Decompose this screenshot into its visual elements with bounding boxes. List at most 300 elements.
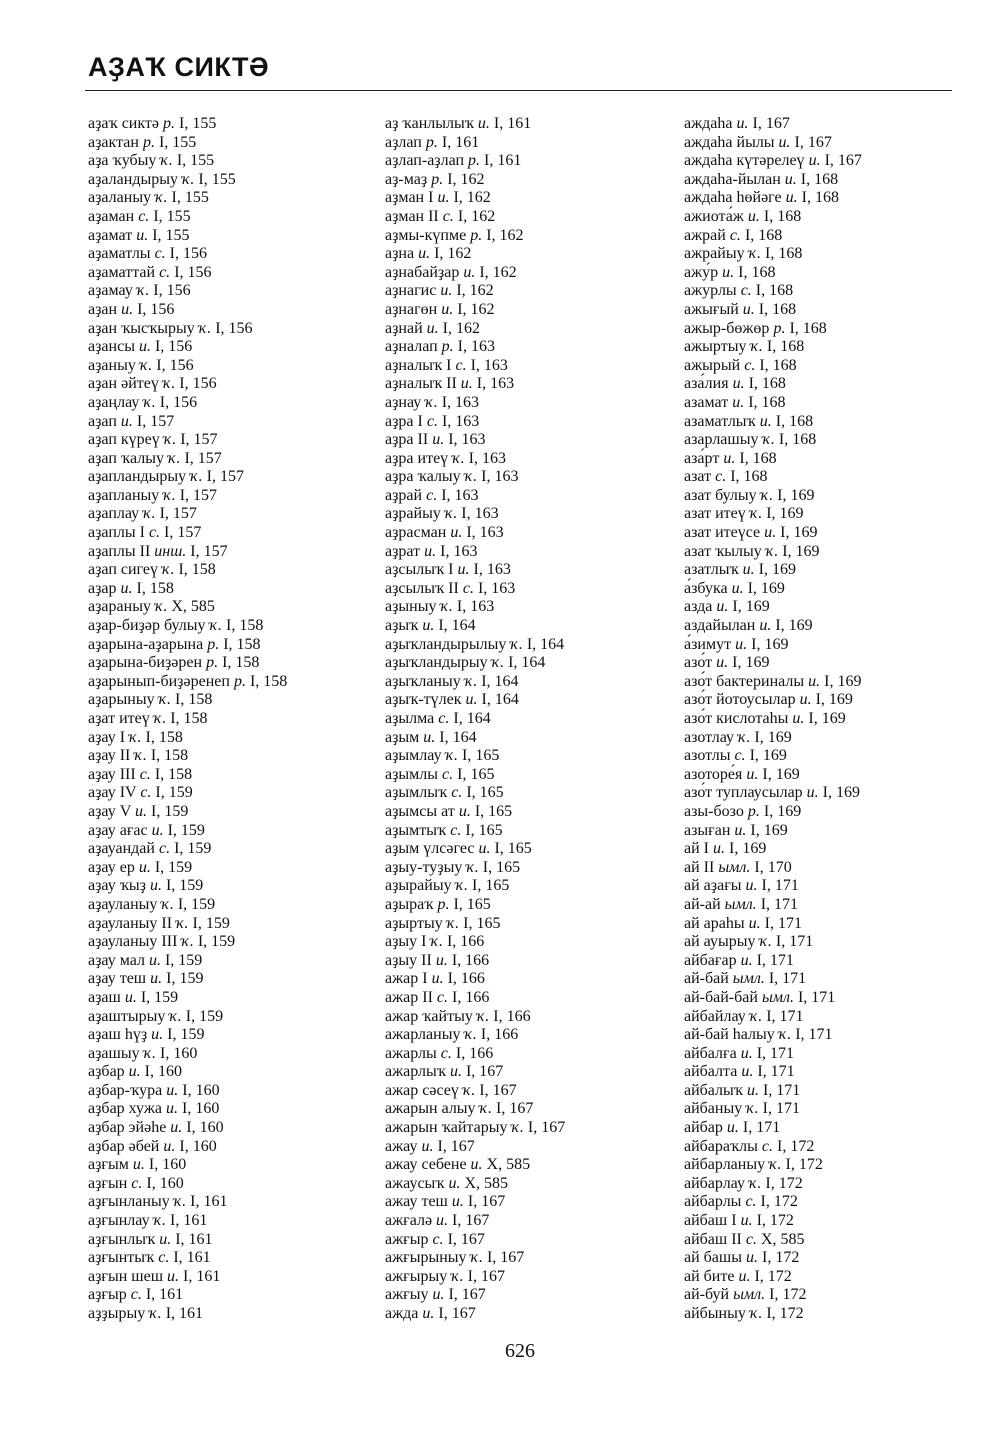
index-entry bbox=[88, 115, 287, 134]
index-entry bbox=[385, 1175, 565, 1194]
headword: ажырый bbox=[684, 356, 741, 374]
volume-page-ref: I, 156 bbox=[156, 356, 194, 374]
index-entry bbox=[684, 468, 862, 487]
index-entry bbox=[684, 189, 862, 208]
index-entry bbox=[88, 189, 287, 208]
volume-page-ref: I, 172 bbox=[777, 1137, 815, 1155]
part-of-speech: ҡ. bbox=[464, 672, 478, 690]
part-of-speech: с. bbox=[761, 1137, 774, 1155]
headword: азат итеүсе bbox=[684, 524, 761, 542]
index-entry bbox=[684, 654, 862, 673]
headword: аҙҙырыу bbox=[88, 1305, 146, 1322]
part-of-speech: и. bbox=[740, 1212, 753, 1230]
part-of-speech: и. bbox=[745, 877, 758, 895]
index-entry bbox=[684, 915, 862, 934]
index-entry bbox=[88, 543, 287, 562]
volume-page-ref: I, 155 bbox=[176, 152, 215, 170]
volume-page-ref: I, 172 bbox=[785, 1156, 823, 1174]
headword: аҙау теш bbox=[88, 970, 147, 988]
volume-page-ref: I, 163 bbox=[468, 449, 506, 467]
part-of-speech: и. bbox=[422, 1305, 435, 1322]
part-of-speech: ҡ. bbox=[746, 1100, 759, 1118]
part-of-speech: ҡ. bbox=[162, 561, 175, 579]
volume-page-ref: I, 171 bbox=[762, 1100, 800, 1118]
volume-page-ref: I, 167 bbox=[794, 133, 832, 151]
volume-page-ref: I, 171 bbox=[756, 951, 794, 969]
part-of-speech: ҡ. bbox=[190, 468, 203, 486]
headword: аҙап bbox=[88, 412, 117, 430]
part-of-speech: ҡ. bbox=[136, 282, 150, 300]
index-entry bbox=[385, 134, 565, 153]
headword: айбыныу bbox=[684, 1305, 746, 1322]
index-entry bbox=[684, 1008, 862, 1027]
index-entry bbox=[684, 338, 862, 357]
part-of-speech: и. bbox=[437, 189, 450, 207]
part-of-speech: и. bbox=[421, 1137, 434, 1155]
volume-page-ref: I, 157 bbox=[190, 542, 228, 560]
headword: аҙарынып-биҙәренеп bbox=[88, 672, 230, 690]
volume-page-ref: I, 160 bbox=[146, 1174, 184, 1192]
part-of-speech: и. bbox=[746, 765, 759, 783]
index-entry bbox=[88, 431, 287, 450]
index-entry bbox=[684, 691, 862, 710]
part-of-speech: ҡ. bbox=[749, 505, 763, 523]
index-entry bbox=[684, 803, 862, 822]
headword: а́зимут bbox=[684, 635, 732, 653]
volume-page-ref: I, 171 bbox=[764, 914, 802, 932]
index-entry bbox=[385, 1268, 565, 1287]
index-entry bbox=[385, 877, 565, 896]
headword: аҙаҡ сиктә bbox=[88, 115, 160, 132]
index-entry bbox=[684, 1045, 862, 1064]
part-of-speech: и. bbox=[742, 300, 755, 318]
headword: азатлыҡ bbox=[684, 561, 739, 579]
headword: ажғырыныу bbox=[385, 1249, 467, 1267]
part-of-speech: ымл. bbox=[733, 1286, 766, 1304]
part-of-speech: ҡ. bbox=[762, 431, 775, 449]
headword: ажар ҡайтыу bbox=[385, 1007, 473, 1025]
headword: аҙыраҡ bbox=[385, 895, 434, 913]
index-entry bbox=[385, 598, 565, 617]
part-of-speech: и. bbox=[136, 226, 149, 244]
volume-page-ref: I, 163 bbox=[441, 486, 479, 504]
index-entry bbox=[385, 413, 565, 432]
index-entry bbox=[385, 580, 565, 599]
volume-page-ref: I, 155 bbox=[198, 170, 236, 188]
index-entry bbox=[684, 1119, 862, 1138]
part-of-speech: р. bbox=[163, 115, 176, 132]
volume-page-ref: I, 156 bbox=[215, 319, 253, 337]
headword: аҙ ҡанлылыҡ bbox=[385, 115, 474, 132]
volume-page-ref: I, 169 bbox=[815, 691, 853, 709]
volume-page-ref: I, 159 bbox=[166, 970, 204, 988]
volume-page-ref: I, 158 bbox=[225, 617, 264, 635]
headword: аҙсылыҡ I bbox=[385, 561, 454, 579]
volume-page-ref: I, 162 bbox=[442, 319, 480, 337]
headword: аҙап күреү bbox=[88, 431, 160, 449]
volume-page-ref: I, 168 bbox=[801, 189, 839, 207]
headword: аҙман I bbox=[385, 189, 434, 207]
part-of-speech: с. bbox=[729, 226, 741, 244]
part-of-speech: и. bbox=[742, 561, 755, 579]
index-entry bbox=[385, 375, 565, 394]
part-of-speech: ҡ. bbox=[143, 393, 156, 411]
volume-page-ref: I, 169 bbox=[732, 598, 770, 616]
index-entry bbox=[684, 1212, 862, 1231]
part-of-speech: и. bbox=[167, 1267, 180, 1285]
index-column-1 bbox=[88, 115, 287, 1324]
index-entry bbox=[88, 301, 287, 320]
index-entry bbox=[88, 320, 287, 339]
headword: ажғыр bbox=[385, 1230, 429, 1248]
headword: аҙау V bbox=[88, 802, 131, 820]
headword: аҙмы-күпме bbox=[385, 226, 467, 244]
headword: аҙау ер bbox=[88, 858, 135, 876]
part-of-speech: с. bbox=[745, 1230, 757, 1248]
volume-page-ref: I, 158 bbox=[222, 654, 260, 672]
headword: аҙашыу bbox=[88, 1044, 140, 1062]
volume-page-ref: X, 585 bbox=[761, 1230, 805, 1248]
headword: аза́лия bbox=[684, 375, 729, 393]
volume-page-ref: I, 156 bbox=[154, 338, 193, 356]
volume-page-ref: I, 172 bbox=[760, 1193, 798, 1211]
volume-page-ref: I, 159 bbox=[154, 858, 193, 876]
part-of-speech: с. bbox=[462, 579, 474, 597]
index-entry bbox=[684, 171, 862, 190]
volume-page-ref: I, 168 bbox=[755, 282, 794, 300]
volume-page-ref: I, 164 bbox=[453, 710, 491, 727]
volume-page-ref: I, 160 bbox=[144, 1063, 182, 1081]
volume-page-ref: I, 163 bbox=[441, 393, 480, 411]
headword: аҙнагөн bbox=[385, 300, 438, 318]
index-entry bbox=[684, 896, 862, 915]
volume-page-ref: I, 169 bbox=[732, 654, 770, 672]
index-entry bbox=[684, 1231, 862, 1250]
volume-page-ref: I, 172 bbox=[756, 1212, 794, 1230]
volume-page-ref: I, 168 bbox=[763, 207, 802, 225]
volume-page-ref: X, 585 bbox=[464, 1174, 509, 1192]
index-entry bbox=[385, 617, 565, 636]
volume-page-ref: I, 159 bbox=[140, 988, 179, 1006]
headword: аҙналап bbox=[385, 338, 438, 356]
header-rule bbox=[85, 90, 952, 91]
headword: аҙғын bbox=[88, 1174, 128, 1192]
index-entry bbox=[88, 413, 287, 432]
index-entry bbox=[88, 357, 287, 376]
index-entry bbox=[385, 952, 565, 971]
part-of-speech: ҡ. bbox=[149, 1305, 162, 1322]
volume-page-ref: I, 163 bbox=[476, 375, 515, 393]
volume-page-ref: I, 162 bbox=[456, 282, 494, 300]
part-of-speech: и. bbox=[732, 393, 745, 411]
volume-page-ref: I, 162 bbox=[457, 300, 495, 318]
part-of-speech: и. bbox=[120, 412, 133, 430]
part-of-speech: и. bbox=[747, 207, 760, 225]
page-number: 626 bbox=[505, 1340, 535, 1362]
index-entry bbox=[684, 1156, 862, 1175]
part-of-speech: с. bbox=[130, 1286, 142, 1304]
volume-page-ref: I, 155 bbox=[158, 133, 197, 151]
index-entry bbox=[385, 747, 565, 766]
headword: ажрай bbox=[684, 226, 726, 244]
headword: аҙ-маҙ bbox=[385, 170, 428, 188]
index-entry bbox=[88, 1286, 287, 1305]
index-entry bbox=[385, 1008, 565, 1027]
headword: аҙрат bbox=[385, 542, 421, 560]
index-entry bbox=[684, 710, 862, 729]
index-entry bbox=[88, 1045, 287, 1064]
part-of-speech: и. bbox=[748, 914, 761, 932]
volume-page-ref: I, 160 bbox=[179, 1137, 217, 1155]
part-of-speech: и. bbox=[477, 115, 490, 132]
headword: азо́т бактериналы bbox=[684, 672, 805, 690]
part-of-speech: и. bbox=[424, 542, 437, 560]
headword: аҙап ҡалыу bbox=[88, 449, 165, 467]
index-entry bbox=[684, 264, 862, 283]
index-entry bbox=[88, 710, 287, 729]
headword: аҙрай bbox=[385, 486, 423, 504]
volume-page-ref: I, 172 bbox=[765, 1174, 803, 1192]
volume-page-ref: I, 168 bbox=[759, 356, 797, 374]
headword: аҙаман bbox=[88, 207, 135, 225]
volume-page-ref: I, 163 bbox=[448, 431, 486, 449]
part-of-speech: ҡ. bbox=[181, 170, 195, 188]
headword: аҙар-биҙәр булыу bbox=[88, 617, 206, 635]
headword: айбағар bbox=[684, 951, 737, 969]
volume-page-ref: I, 171 bbox=[760, 895, 799, 913]
part-of-speech: и. bbox=[134, 802, 147, 820]
headword: айбайлау bbox=[684, 1007, 746, 1025]
part-of-speech: ҡ. bbox=[173, 1193, 187, 1211]
volume-page-ref: I, 159 bbox=[185, 1007, 224, 1025]
index-entry bbox=[684, 282, 862, 301]
headword: ай-бай һалыу bbox=[684, 1026, 775, 1044]
index-entry bbox=[684, 989, 862, 1008]
headword: айбалға bbox=[684, 1044, 737, 1062]
volume-page-ref: I, 159 bbox=[167, 821, 205, 839]
volume-page-ref: I, 161 bbox=[165, 1305, 204, 1322]
volume-page-ref: I, 155 bbox=[179, 115, 217, 132]
index-entry bbox=[385, 320, 565, 339]
headword: ажыр-бөжөр bbox=[684, 319, 770, 337]
headword: ажыртыу bbox=[684, 338, 747, 356]
part-of-speech: ҡ. bbox=[455, 877, 469, 895]
index-entry bbox=[684, 394, 862, 413]
index-entry bbox=[88, 1193, 287, 1212]
headword: аза́рт bbox=[684, 449, 720, 467]
headword: ажар I bbox=[385, 970, 428, 988]
part-of-speech: с. bbox=[438, 710, 450, 727]
headword: аҙат итеү bbox=[88, 710, 150, 727]
index-entry bbox=[88, 1212, 287, 1231]
part-of-speech: с. bbox=[159, 263, 171, 281]
index-entry bbox=[385, 282, 565, 301]
index-entry bbox=[88, 933, 287, 952]
volume-page-ref: I, 169 bbox=[777, 486, 815, 504]
index-entry bbox=[684, 784, 862, 803]
index-entry bbox=[684, 450, 862, 469]
headword: аҙсылыҡ II bbox=[385, 579, 459, 597]
index-entry bbox=[684, 822, 862, 841]
volume-page-ref: I, 161 bbox=[175, 1230, 213, 1248]
part-of-speech: и. bbox=[138, 338, 151, 356]
index-entry bbox=[385, 227, 565, 246]
headword: айбарлы bbox=[684, 1193, 742, 1211]
part-of-speech: и. bbox=[418, 245, 431, 263]
index-entry bbox=[684, 431, 862, 450]
running-header: АҘАҠ СИКТӘ bbox=[88, 52, 270, 82]
volume-page-ref: I, 164 bbox=[439, 728, 477, 746]
part-of-speech: с. bbox=[140, 784, 152, 802]
volume-page-ref: I, 159 bbox=[167, 1026, 205, 1044]
volume-page-ref: I, 158 bbox=[150, 747, 189, 765]
headword: аҙымлыҡ bbox=[385, 784, 448, 802]
index-entry bbox=[684, 1138, 862, 1157]
index-entry bbox=[88, 784, 287, 803]
volume-page-ref: I, 167 bbox=[495, 1100, 534, 1118]
part-of-speech: с. bbox=[148, 524, 161, 542]
part-of-speech: ымл. bbox=[718, 858, 751, 876]
headword: аҙаш һүҙ bbox=[88, 1026, 148, 1044]
index-entry bbox=[684, 413, 862, 432]
index-entry bbox=[88, 282, 287, 301]
headword: ажаусыҡ bbox=[385, 1174, 445, 1192]
index-entry bbox=[684, 152, 862, 171]
volume-page-ref: I, 164 bbox=[508, 654, 546, 672]
headword: азарлашыу bbox=[684, 431, 759, 449]
volume-page-ref: I, 165 bbox=[463, 914, 501, 932]
index-entry bbox=[684, 970, 862, 989]
headword: аҙымлы bbox=[385, 765, 439, 783]
headword: айбалта bbox=[684, 1063, 738, 1081]
part-of-speech: ҡ. bbox=[176, 914, 189, 932]
index-entry bbox=[88, 636, 287, 655]
index-entry bbox=[88, 1231, 287, 1250]
headword: ай-бай bbox=[684, 970, 729, 988]
headword: аҙансы bbox=[88, 338, 135, 356]
volume-page-ref: I, 171 bbox=[756, 1044, 795, 1062]
headword: аҙғынлау bbox=[88, 1212, 150, 1230]
headword: айбар bbox=[684, 1119, 723, 1137]
part-of-speech: ҡ. bbox=[163, 486, 176, 504]
headword: ай II bbox=[684, 858, 715, 876]
part-of-speech: и. bbox=[457, 561, 470, 579]
part-of-speech: и. bbox=[740, 1044, 753, 1062]
index-entry bbox=[385, 970, 565, 989]
volume-page-ref: I, 156 bbox=[179, 375, 217, 393]
part-of-speech: и. bbox=[132, 1156, 145, 1174]
part-of-speech: ҡ. bbox=[160, 152, 173, 170]
headword: азаматлыҡ bbox=[684, 412, 756, 430]
headword: аждаһа йылы bbox=[684, 133, 775, 151]
index-entry bbox=[385, 989, 565, 1008]
part-of-speech: ҡ. bbox=[162, 375, 176, 393]
index-entry bbox=[385, 487, 565, 506]
part-of-speech: ҡ. bbox=[139, 356, 153, 374]
headword: ай аҙағы bbox=[684, 877, 742, 895]
headword: аҙауандай bbox=[88, 840, 155, 858]
volume-page-ref: I, 161 bbox=[183, 1267, 221, 1285]
part-of-speech: с. bbox=[158, 1249, 170, 1267]
index-entry bbox=[684, 1175, 862, 1194]
index-entry bbox=[88, 245, 287, 264]
volume-page-ref: I, 158 bbox=[145, 728, 183, 746]
volume-page-ref: I, 167 bbox=[465, 1063, 504, 1081]
part-of-speech: ҡ. bbox=[446, 914, 460, 932]
part-of-speech: и. bbox=[716, 654, 729, 672]
headword: аҙғынлыҡ bbox=[88, 1230, 156, 1248]
volume-page-ref: I, 160 bbox=[182, 1100, 220, 1118]
headword: айбаш II bbox=[684, 1230, 742, 1248]
headword: аҙан әйтеү bbox=[88, 375, 159, 393]
volume-page-ref: I, 168 bbox=[748, 375, 786, 393]
index-entry bbox=[385, 933, 565, 952]
headword: аҙаңлау bbox=[88, 393, 140, 411]
headword: аҙбар bbox=[88, 1063, 125, 1081]
headword: аҙым үлсәгес bbox=[385, 840, 475, 858]
volume-page-ref: I, 171 bbox=[797, 988, 836, 1006]
headword: аҙбар әбей bbox=[88, 1137, 160, 1155]
volume-page-ref: I, 167 bbox=[438, 1305, 476, 1322]
headword: аҙан ҡысҡырыу bbox=[88, 319, 195, 337]
headword: айбараҡлы bbox=[684, 1137, 758, 1155]
headword: аҙап сигеү bbox=[88, 561, 158, 579]
part-of-speech: и. bbox=[440, 282, 453, 300]
index-entry bbox=[88, 970, 287, 989]
part-of-speech: и. bbox=[431, 970, 444, 988]
headword: аҙар bbox=[88, 579, 117, 597]
part-of-speech: и. bbox=[148, 951, 161, 969]
part-of-speech: и. bbox=[149, 877, 162, 895]
part-of-speech: и. bbox=[435, 951, 448, 969]
headword: аҙыныу bbox=[385, 598, 437, 616]
part-of-speech: и. bbox=[740, 951, 753, 969]
part-of-speech: с. bbox=[154, 245, 166, 263]
index-entry bbox=[88, 840, 287, 859]
volume-page-ref: I, 166 bbox=[455, 1044, 494, 1062]
index-entry bbox=[385, 189, 565, 208]
index-entry bbox=[88, 171, 287, 190]
volume-page-ref: I, 164 bbox=[438, 617, 476, 635]
headword: аҙнау bbox=[385, 393, 422, 411]
headword: азотлы bbox=[684, 747, 731, 765]
volume-page-ref: I, 168 bbox=[765, 245, 803, 263]
index-entry bbox=[385, 543, 565, 562]
part-of-speech: ҡ. bbox=[748, 1174, 762, 1192]
index-entry bbox=[385, 803, 565, 822]
part-of-speech: ҡ. bbox=[169, 1007, 182, 1025]
part-of-speech: ҡ. bbox=[765, 542, 779, 560]
volume-page-ref: I, 165 bbox=[462, 747, 500, 765]
part-of-speech: с. bbox=[442, 765, 454, 783]
headword: аҙман II bbox=[385, 207, 439, 225]
part-of-speech: и. bbox=[746, 1081, 759, 1099]
headword: азо́т кислотаһы bbox=[684, 710, 789, 727]
headword: азоторе́я bbox=[684, 765, 743, 783]
part-of-speech: и. bbox=[128, 1063, 141, 1081]
headword: аждаһа күтәрелеү bbox=[684, 152, 805, 170]
part-of-speech: и. bbox=[723, 449, 736, 467]
index-column-3 bbox=[684, 115, 862, 1324]
volume-page-ref: I, 171 bbox=[762, 1081, 801, 1099]
part-of-speech: р. bbox=[142, 133, 155, 151]
volume-page-ref: I, 163 bbox=[461, 505, 499, 523]
volume-page-ref: X, 585 bbox=[486, 1156, 531, 1174]
index-entry bbox=[684, 1063, 862, 1082]
index-entry bbox=[684, 617, 862, 636]
part-of-speech: ҡ. bbox=[749, 1305, 763, 1322]
volume-page-ref: I, 167 bbox=[752, 115, 790, 132]
